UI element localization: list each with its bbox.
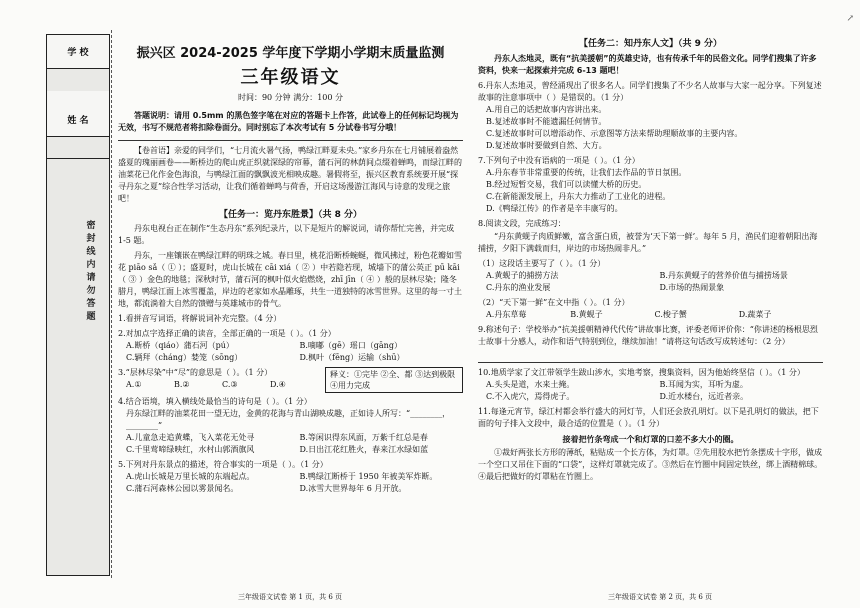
exam-title: 振兴区 2024-2025 学年度下学期小学期末质量监测	[136, 46, 445, 61]
passage: 丹东，一座镶嵌在鸭绿江畔的明珠之城。春日里，桃花沿断桥蜿蜒，微风拂过，粉色花瓣如雪花 piāo sǎ（ ① ）；盛夏时，虎山长城在 cāi xiá（ ② ）中若隐若现，城墙下的蒲公英正 pū kāi（ ③ ）金色的地毯；深秋时节，蒲石河的枫叶似火焰燃烧，zhī jīn（ ④ ）般的层林尽染；隆冬腊月，鸭绿江面上冰雪覆盖，岸边的老家如水晶雕琢，共生一道独特的冰雪世界。这里的每一寸土地，都流淌着大自然的馈赠与英雄城市的骨气。	[118, 251, 462, 308]
instructions: 答题说明：请用 0.5mm 的黑色签字笔在对应的答题卡上作答，此试卷上的任何标记均视为无效，书写不规范者将扣除卷面分。同时别忘了本次考试有 5 分试卷书写分哦！	[118, 111, 459, 132]
option: B.经过短暂交易，我们可以读懂大桥的历史。	[486, 180, 647, 189]
question-10: 10.地质学家了文江带领学生跋山涉水，实地考察，搜集资料，因为他始终坚信（ ）。（1 分）	[478, 368, 805, 377]
option: D.《鸭绿江传》的作者是辛丰康写的。	[486, 204, 623, 213]
question-8-1: （1）这段话主要写了（ ）。（1 分）	[478, 259, 606, 268]
option: D.冰雪大世界每年 6 月开放。	[299, 484, 407, 493]
option: C.千里莺啼绿映红，水村山郭酒旗风	[126, 445, 255, 454]
option: D.日出江花红胜火，春来江水绿如蓝	[299, 445, 429, 454]
option: A.儿童急走追黄蝶，飞入菜花无处寻	[126, 433, 255, 442]
binding-line	[111, 30, 112, 578]
question-2: 2.对加点字选择正确的读音，全部正确的一项是（ ）。（1 分）	[118, 329, 336, 338]
option: B.复述故事时不能遗漏任何情节。	[486, 117, 607, 126]
question-11: 11.每逢元宵节，绿江村都会举行盛大的河灯节，人们还会放孔明灯。以下是孔明灯的做法，把下面的句子排入文段中，最合适的位置是（ ）。（1 分）	[478, 407, 819, 428]
question-6: 6.丹东人杰地灵，曾经涌现出了很多名人。同学们搜集了不少名人故事与大家一起分享。下列复述故事的注意事项中（ ）是错误的。（1 分）	[478, 81, 822, 102]
footer-page-1: 三年级语文试卷 第 1 页，共 6 页	[238, 593, 343, 601]
question-8-text: “丹东黄蚬子肉质鲜嫩，富含蛋白质，被誉为‘天下第一鲜’。每年 5 月，渔民们迎着朝阳出海捕捞，夕阳下满载而归，岸边的市场热闹非凡。”	[478, 232, 818, 253]
question-11-insert: 接着把竹条弯成一个和灯罩的口差不多大小的圈。	[562, 435, 739, 444]
name-label: 姓 名	[67, 116, 89, 126]
option: A.黄蚬子的捕捞方法	[486, 271, 559, 280]
question-1: 1.看拼音写词语，将解说词补充完整。（4 分）	[118, 314, 282, 323]
option: B.嘀嘟（gē）瑶口（gāng）	[299, 341, 402, 350]
question-8-2: （2）“天下第一鲜”在文中指（ ）。（1 分）	[478, 298, 630, 307]
task1-intro: 丹东电视台正在制作“生态丹东”系列纪录片，以下是短片的解说词，请你帮忙完善，并完成 1-5 题。	[118, 224, 455, 245]
school-label: 学 校	[67, 48, 89, 58]
option: D.④	[270, 380, 286, 389]
option: D.枫叶（fēng）运输（shū）	[299, 353, 405, 362]
question-7: 7.下列句子中没有语病的一项是（ ）。（1 分）	[478, 156, 640, 165]
option: A.丹东春节非常重要的传统，让我们去作品的节日氛围。	[486, 168, 687, 177]
question-8-2-options	[478, 309, 823, 321]
question-5: 5.下列对丹东景点的描述，符合事实的一项是（ ）。（1 分）	[118, 460, 328, 469]
question-10-options	[478, 379, 823, 403]
option: B.丹东黄蚬子的营养价值与捕捞场景	[659, 271, 788, 280]
option: A.头头是道，水来土掩。	[486, 380, 575, 389]
column-page-2	[478, 38, 823, 483]
question-5-options	[118, 471, 463, 495]
question-3: 3.“层林尽染”中“尽”的意思是（ ）。（1 分）	[118, 368, 273, 377]
option: C.丹东的渔业发展	[486, 283, 551, 292]
option: C.复述故事时可以增添动作、示意图等方法来帮助理顺故事的主要内容。	[486, 129, 743, 138]
option: C.在新能源发展上，丹东大力推动了工业化的进程。	[486, 192, 671, 201]
option: C.蒲石河森林公园以雾景闻名。	[126, 484, 239, 493]
option: C.辆拜（cháng）婪笼（sōng）	[126, 353, 243, 362]
question-4-options	[118, 432, 463, 456]
school-cell	[47, 35, 109, 69]
option: A.用自己的话把故事内容讲出来。	[486, 105, 607, 114]
option: B.黄蚬子	[570, 310, 603, 319]
option: C.不入虎穴，焉得虎子。	[486, 392, 575, 401]
option: B.鸭绿江断桥于 1950 年被美军炸断。	[299, 472, 438, 481]
task1-heading: 【任务一：览丹东胜景】（共 8 分）	[218, 210, 363, 220]
option: A.①	[126, 380, 142, 389]
option: B.等闲识得东风面，万紫千红总是春	[299, 433, 428, 442]
question-8: 8.阅读文段，完成练习：	[478, 219, 566, 228]
divider	[118, 140, 463, 141]
option: D.蔬菜子	[738, 310, 772, 319]
column-page-1	[118, 46, 463, 495]
question-3-row	[118, 367, 463, 393]
option: D.复述故事时要做到自然、大方。	[486, 141, 607, 150]
option: D.近水楼台，远近者亲。	[659, 392, 749, 401]
task2-heading: 【任务二：知丹东人文】（共 9 分）	[578, 39, 723, 49]
footer-page-2: 三年级语文试卷 第 2 页，共 6 页	[608, 593, 713, 601]
question-4: 4.结合语境，填入横线处最恰当的诗句是（ ）。（1 分）	[118, 397, 312, 406]
answer-line	[478, 362, 823, 363]
option: B.②	[174, 380, 190, 389]
binding-strip	[46, 34, 110, 576]
option: A.断桥（qiáo）蒲石河（pú）	[126, 341, 234, 350]
task2-intro: 丹东人杰地灵，既有“抗美援朝”的英雄史诗，也有传承千年的民俗文化。同学们搜集了许多资料，快来一起探索并完成 6-13 题吧！	[478, 54, 817, 75]
question-3-options	[118, 379, 318, 391]
definition-box: 释义：①完毕 ②全、都 ③达到极限 ④用力完成	[325, 367, 463, 393]
question-4-text: 丹东绿江畔的油菜花田一望无边，金黄的花海与青山湖映成趣，正如诗人所写：“________，________”	[126, 409, 451, 430]
option: B.耳闻为实，耳听为虚。	[659, 380, 748, 389]
option: A.虎山长城是万里长城的东端起点。	[126, 472, 255, 481]
exam-meta: 时间：90 分钟 满分：100 分	[237, 93, 344, 102]
option: C.③	[222, 380, 238, 389]
question-8-1-options	[478, 270, 823, 294]
name-cell	[47, 103, 109, 137]
option: D.市场的热闹景象	[659, 283, 725, 292]
question-9: 9.称述句子：学校举办“抗美援朝精神代代传”讲故事比赛，评委老师评价你：“你讲述的杨根思烈士故事十分感人，动作和语气特别到位，继续加油！”请将这句话改写成转述句：（2 分）	[478, 325, 818, 346]
seal-line-text: 密 封 线 内 请 勿 答 题	[86, 221, 96, 322]
exam-subject: 三年级语文	[240, 67, 341, 88]
question-2-options	[118, 340, 463, 364]
question-11-text: ①裁好两张长方形的薄纸，粘贴成一个长方体，为灯罩。②先用胶水把竹条摆成十字形，做成一个空口又吊住下面的“口袋”，这样灯罩就完成了。③然后在竹圈中间固定铁丝，绑上酒精棉球。④最后把做好的灯罩粘在竹圈上。	[478, 448, 823, 481]
corner-mark: ↗	[846, 14, 854, 24]
intro-text: 【卷首语】亲爱的同学们，“七月流火暑气扬，鸭绿江畔夏未央。”家乡丹东在七月铺展着盎然盛夏的瑰丽画卷——断桥边的爬山虎正织就深绿的帘幕，蒲石河的林荫间点缀着蝉鸣，而绿江畔的油菜花已化作金色海浪，与鸭绿江面的飘飘波光相映成趣。暑假将至，振兴区教育系统要开展“探寻丹东之夏”综合性学习活动，让我们循着蝉鸣与荷香，开启这场漫游江海风与诗意的发现之旅吧！	[118, 146, 462, 203]
option: A.丹东草莓	[486, 310, 527, 319]
option: C.梭子蟹	[654, 310, 687, 319]
